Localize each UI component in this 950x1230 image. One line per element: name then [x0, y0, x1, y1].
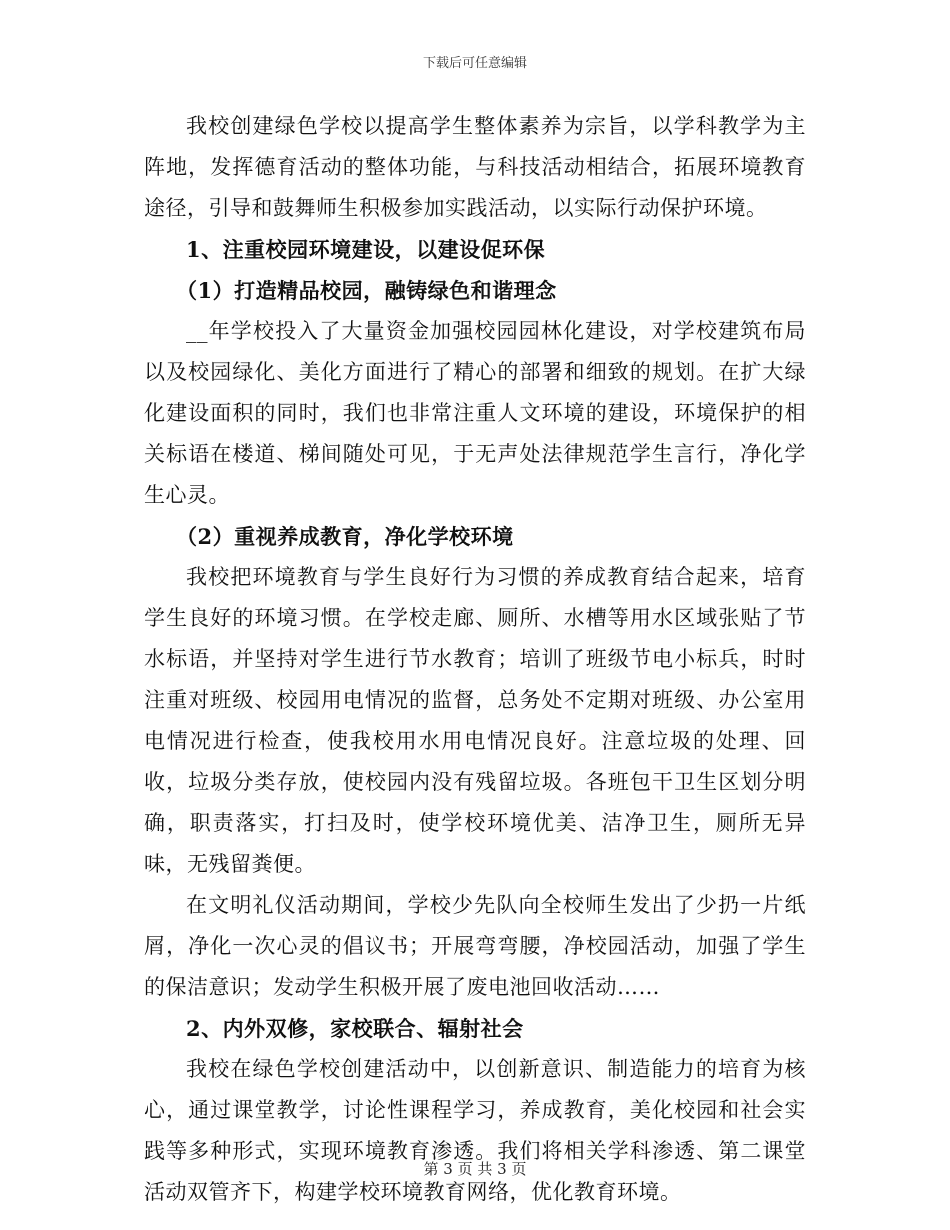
- subsection-1-heading: （1）打造精品校园，融铸绿色和谐理念: [176, 278, 557, 303]
- page-header-note: 下载后可任意编辑: [422, 56, 527, 71]
- document-body: [144, 106, 806, 1213]
- subsection-2-paragraph: 我校把环境教育与学生良好行为习惯的养成教育结合起来，培育学生良好的环境习惯。在学校走廊、厕所、水槽等用水区域张贴了节水标语，并坚持对学生进行节水教育；培训了班级节电小标兵，时时注重对班级、校园用电情况的监督，总务处不定期对班级、办公室用电情况进行检查，使我校用水用电情况良好。注意垃圾的处理、回收，垃圾分类存放，使校园内没有残留垃圾。各班包干卫生区划分明确，职责落实，打扫及时，使学校环境优美、洁净卫生，厕所无异味，无残留粪便。: [144, 565, 806, 876]
- subsection-1-paragraph: __年学校投入了大量资金加强校园园林化建设，对学校建筑布局以及校园绿化、美化方面进行了精心的部署和细致的规划。在扩大绿化建设面积的同时，我们也非常注重人文环境的建设，环境保护的相关标语在楼道、梯间随处可见，于无声处法律规范学生言行，净化学生心灵。: [144, 319, 806, 507]
- section-1-heading: 1、注重校园环境建设，以建设促环保: [186, 237, 546, 262]
- page-number: 第 3 页 共 3 页: [423, 1160, 527, 1178]
- intro-paragraph: 我校创建绿色学校以提高学生整体素养为宗旨，以学科教学为主阵地，发挥德育活动的整体功能，与科技活动相结合，拓展环境教育途径，引导和鼓舞师生积极参加实践活动，以实际行动保护环境。: [144, 114, 806, 220]
- section-2-paragraph: 我校在绿色学校创建活动中，以创新意识、制造能力的培育为核心，通过课堂教学，讨论性课程学习，养成教育，美化校园和社会实践等多种形式，实现环境教育渗透。我们将相关学科渗透、第二课堂活动双管齐下，构建学校环境教育网络，优化教育环境。: [144, 1057, 806, 1204]
- subsection-2-paragraph-2: 在文明礼仪活动期间，学校少先队向全校师生发出了少扔一片纸屑，净化一次心灵的倡议书；开展弯弯腰，净校园活动，加强了学生的保洁意识；发动学生积极开展了废电池回收活动……: [144, 893, 806, 999]
- section-2-heading: 2、内外双修，家校联合、辐射社会: [186, 1016, 524, 1041]
- subsection-2-heading: （2）重视养成教育，净化学校环境: [176, 524, 514, 549]
